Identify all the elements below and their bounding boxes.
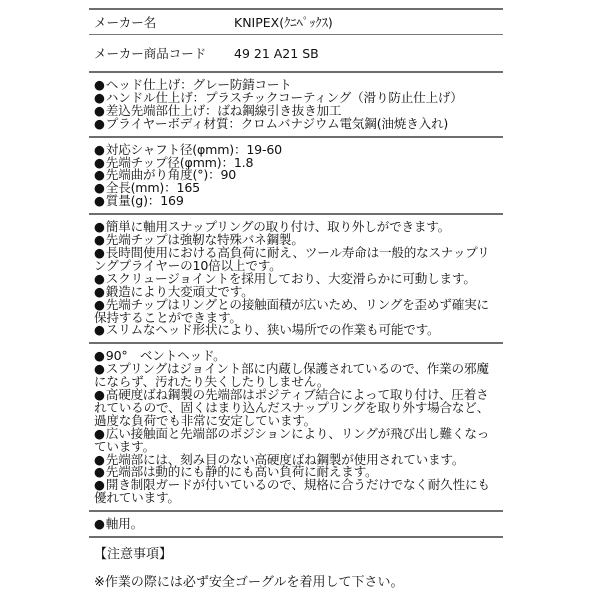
list-item: ● ハンドル仕上げ：プラスチックコーティング（滑り防止仕上げ） [94,92,498,105]
spec-value: 49 21 A21 SB [234,45,319,61]
spec-row-maker [89,10,503,34]
spec-label: メーカー名 [94,15,157,30]
notes-title: 【注意事項】 [94,547,173,563]
list-item: ● 対応シャフト径(φmm)：19-60 [94,144,498,157]
dimensions-section [89,138,503,214]
finish-section [89,73,503,136]
list-item: ● スクリュージョイントを採用しており、大変滑らかに可動します。 [94,273,498,286]
list-item: ● スリムなヘッド形状により、狭い場所での作業も可能です。 [94,324,498,337]
list-item: ● 高硬度ばね鋼製の先端部はポジティブ結合によって取り付け、圧着されているので、固くはまり込んだスナップリングを取り外す場合など、過度な負荷でも非常に安定しています。 [94,389,498,428]
list-item: ● 開き制限ガードが付いているので、規格に合うだけでなく耐久性にも優れています。 [94,479,498,505]
list-item: ● スプリングはジョイント部に内蔵し保護されているので、作業の邪魔にならず、汚れたり失くしたりしません。 [94,363,498,389]
list-item: ● ヘッド仕上げ：グレー防錆コート [94,79,498,92]
list-item: ● 質量(g)：169 [94,195,498,208]
notes-body: ※作業の際には必ず安全ゴーグルを着用して下さい。 [94,575,404,591]
list-item: ● 90° ベントヘッド。 [94,350,498,363]
spec-label: メーカー商品コード [94,46,207,61]
product-spec-sheet [89,8,503,596]
list-item: ● 先端チップはリングとの接触面積が広いため、リングを歪めず確実に保持することができます。 [94,299,498,325]
list-item: ● 簡単に軸用スナップリングの取り付け、取り外しができます。 [94,221,498,234]
details-section [89,344,503,510]
usage-section [89,512,503,536]
spec-row-code [89,35,503,71]
list-item: ● 鍛造により大変頑丈です。 [94,286,498,299]
list-item: ● 長時間使用における高負荷に耐え、ツール寿命は一般的なスナップリングプライヤーの10倍以上です。 [94,247,498,273]
list-item: ● 先端チップ径(φmm)：1.8 [94,157,498,170]
list-item: ● 広い接触面と先端部のポジションにより、リングが飛び出し難くなっています。 [94,428,498,454]
list-item: ● 全長(mm)：165 [94,182,498,195]
list-item: ● 先端部には、刻み目のない高硬度ばね鋼製が使用されています。 [94,454,498,467]
list-item: ● 先端部は動的にも静的にも高い負荷に耐えます。 [94,466,498,479]
list-item: ● プライヤーボディ材質：クロムバナジウム電気鋼(油焼き入れ) [94,118,498,131]
spec-value: KNIPEX(ｸﾆﾍﾟｯｸｽ) [234,15,333,30]
list-item: ● 先端チップは強靭な特殊バネ鋼製。 [94,234,498,247]
features-section [89,215,503,342]
list-item: ● 先端曲がり角度(°)：90 [94,169,498,182]
list-item: ● 差込先端部仕上げ：ばね鋼線引き抜き加工 [94,105,498,118]
list-item: ● 軸用。 [94,518,498,531]
